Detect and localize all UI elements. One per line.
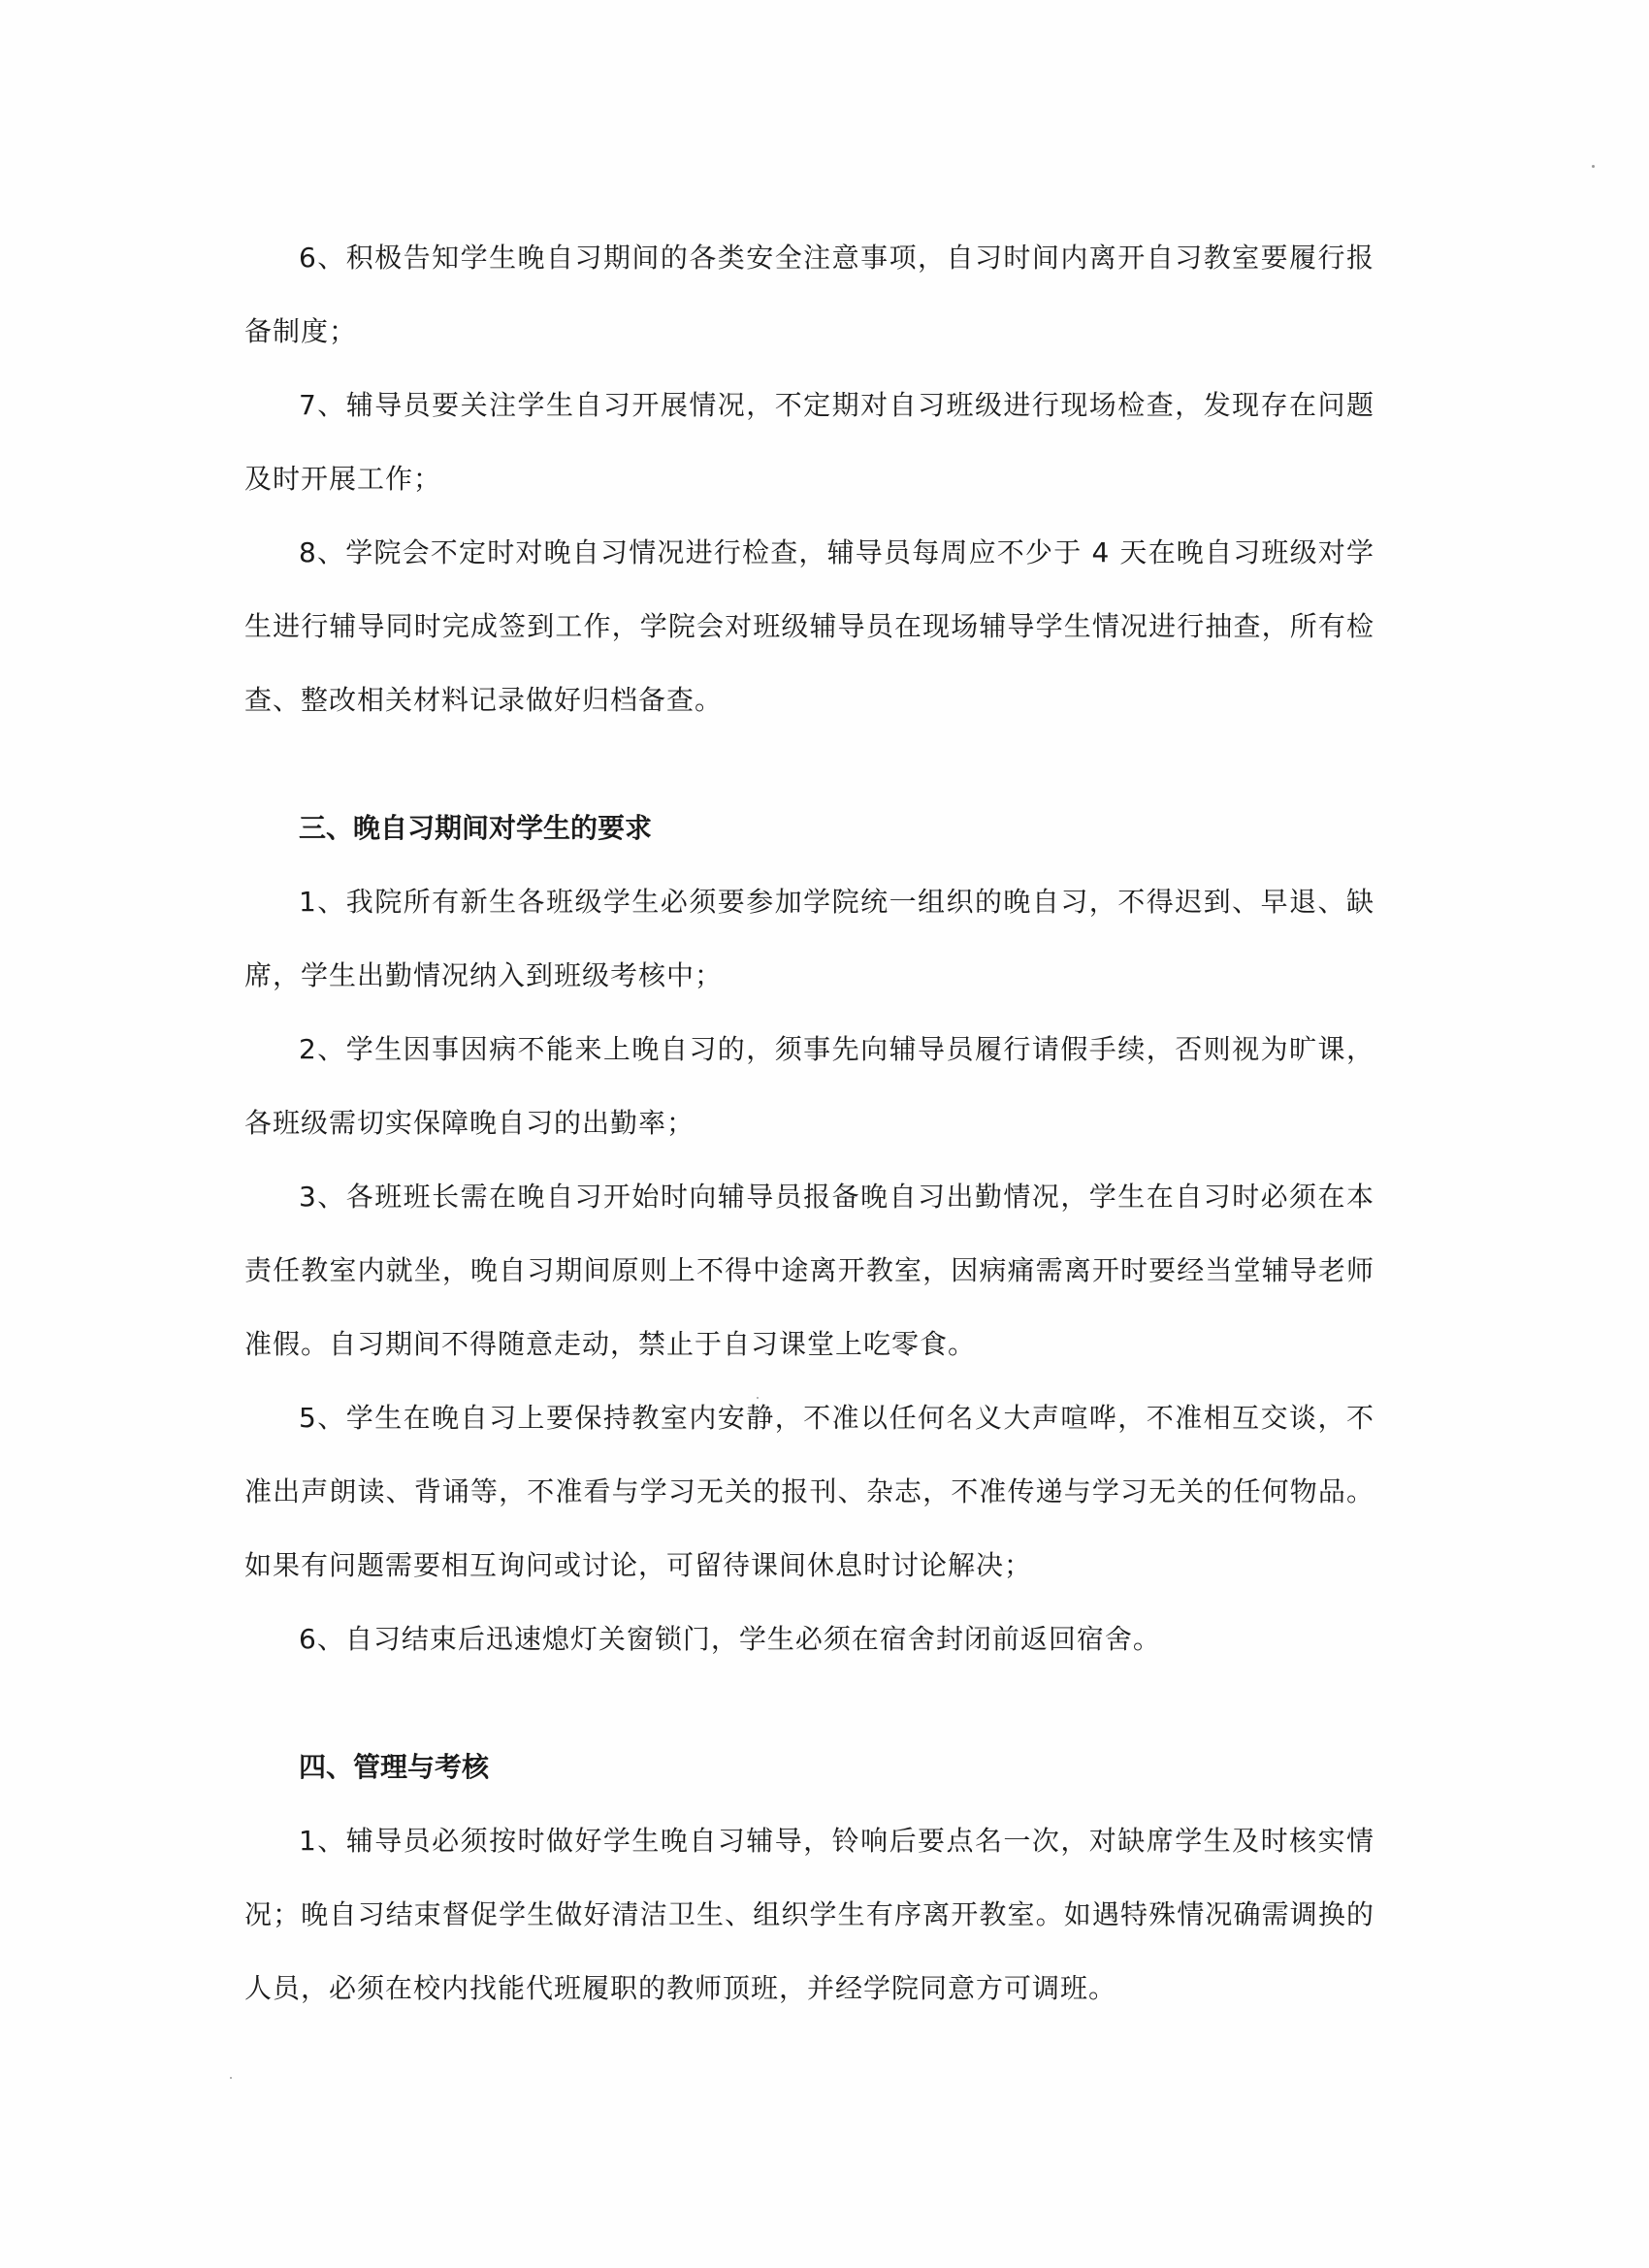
body-paragraph: 1、我院所有新生各班级学生必须要参加学院统一组织的晚自习，不得迟到、早退、缺席，学生出勤情况纳入到班级考核中； bbox=[244, 886, 1374, 991]
body-paragraph: 3、各班班长需在晚自习开始时向辅导员报备晚自习出勤情况，学生在自习时必须在本责任教室内就坐，晚自习期间原则上不得中途离开教室，因病痛需离开时要经当堂辅导老师准假。自习期间不得随意走动，禁止于自习课堂上吃零食。 bbox=[244, 1181, 1374, 1360]
scan-speck bbox=[230, 2077, 232, 2079]
body-paragraph: 6、积极告知学生晚自习期间的各类安全注意事项，自习时间内离开自习教室要履行报备制度； bbox=[244, 242, 1374, 347]
body-paragraph: 5、学生在晚自习上要保持教室内安静，不准以任何名义大声喧哗，不准相互交谈，不准出声朗读、背诵等，不准看与学习无关的报刊、杂志，不准传递与学习无关的任何物品。如果有问题需要相互询问或讨论，可留待课间休息时讨论解决； bbox=[244, 1402, 1374, 1581]
scan-speck bbox=[1592, 165, 1595, 168]
section-gap bbox=[244, 1676, 1374, 1731]
section-heading: 四、管理与考核 bbox=[299, 1751, 490, 1783]
body-paragraph: 1、辅导员必须按时做好学生晚自习辅导，铃响后要点名一次，对缺席学生及时核实情况；晚自习结束督促学生做好清洁卫生、组织学生有序离开教室。如遇特殊情况确需调换的人员，必须在校内找能代班履职的教师顶班，并经学院同意方可调班。 bbox=[244, 1825, 1374, 2004]
body-paragraph: 6、自习结束后迅速熄灯关窗锁门，学生必须在宿舍封闭前返回宿舍。 bbox=[299, 1623, 1161, 1655]
body-paragraph: 2、学生因事因病不能来上晚自习的，须事先向辅导员履行请假手续，否则视为旷课，各班级需切实保障晚自习的出勤率； bbox=[244, 1033, 1374, 1139]
body-paragraph: 8、学院会不定时对晚自习情况进行检查，辅导员每周应不少于 4 天在晚自习班级对学生进行辅导同时完成签到工作，学院会对班级辅导员在现场辅导学生情况进行抽查，所有检查、整改相关材料记录做好归档备查。 bbox=[244, 536, 1374, 716]
document-body bbox=[244, 221, 1374, 2025]
section-gap bbox=[244, 737, 1374, 792]
body-paragraph: 7、辅导员要关注学生自习开展情况，不定期对自习班级进行现场检查，发现存在问题及时开展工作； bbox=[244, 389, 1374, 495]
section-heading: 三、晚自习期间对学生的要求 bbox=[299, 812, 653, 844]
